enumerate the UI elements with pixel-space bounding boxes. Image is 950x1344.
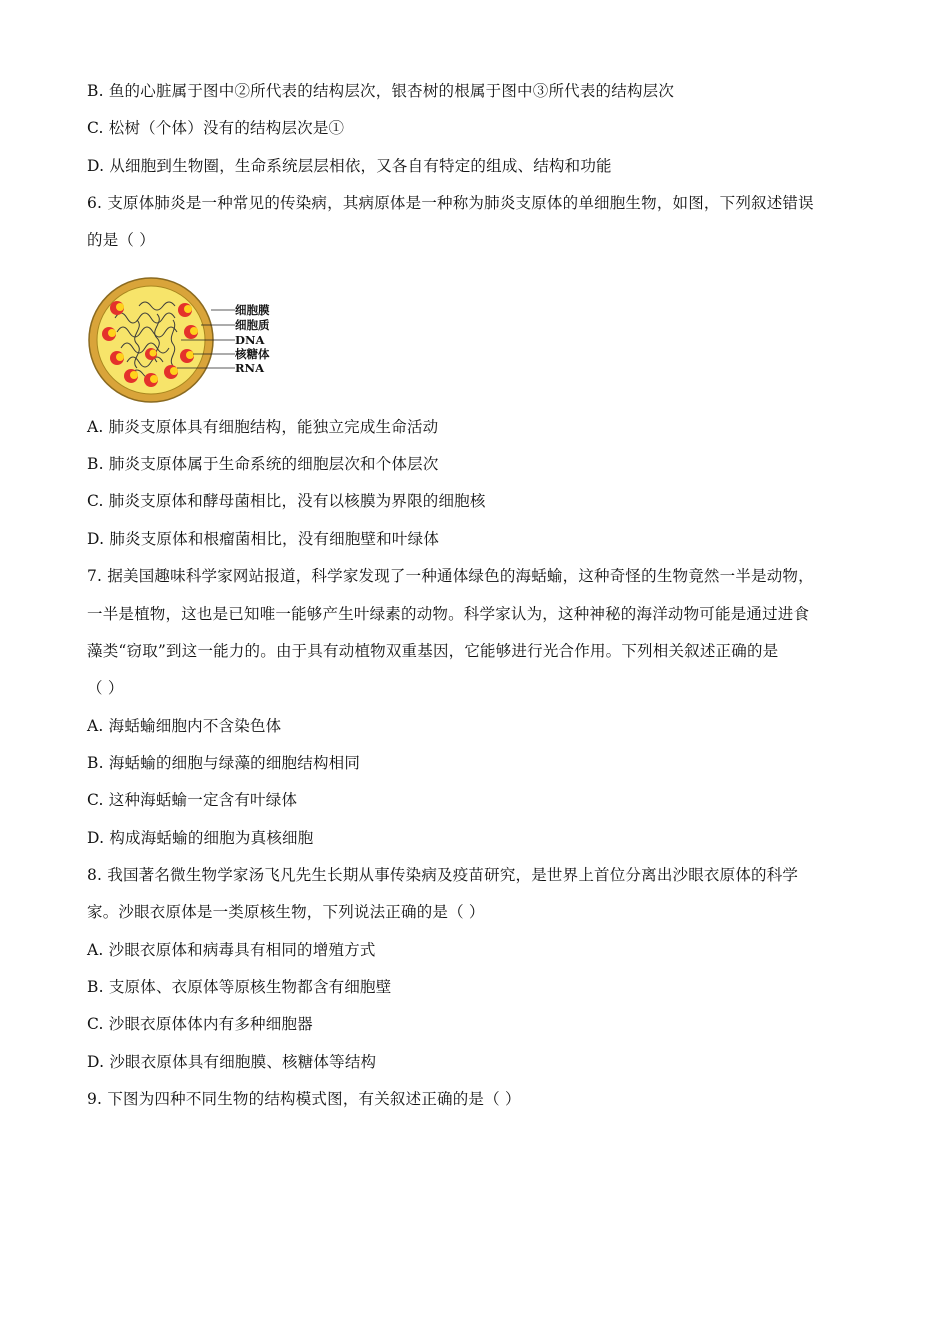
option-8c: C. 沙眼衣原体体内有多种细胞器 [87,1015,313,1033]
option-6b: B. 肺炎支原体属于生命系统的细胞层次和个体层次 [87,455,439,473]
option-7d: D. 构成海蛞蝓的细胞为真核细胞 [87,829,314,847]
option-5b: B. 鱼的心脏属于图中②所代表的结构层次，银杏树的根属于图中③所代表的结构层次 [87,82,675,100]
option-7b: B. 海蛞蝓的细胞与绿藻的细胞结构相同 [87,754,361,772]
option-8a: A. 沙眼衣原体和病毒具有相同的增殖方式 [87,941,376,959]
option-5c: C. 松树（个体）没有的结构层次是① [87,119,345,137]
question-7-stem-cont-3: （ ） [87,679,124,697]
mycoplasma-diagram [87,270,287,412]
option-6c: C. 肺炎支原体和酵母菌相比，没有以核膜为界限的细胞核 [87,492,486,510]
label-cell-membrane: 细胞膜 [235,303,270,317]
label-ribosome: 核糖体 [235,347,270,361]
label-rna: RNA [235,361,264,375]
question-9-stem: 9. 下图为四种不同生物的结构模式图，有关叙述正确的是（ ） [87,1090,521,1108]
option-8d: D. 沙眼衣原体具有细胞膜、核糖体等结构 [87,1053,377,1071]
question-7-stem: 7. 据美国趣味科学家网站报道，科学家发现了一种通体绿色的海蛞蝓，这种奇怪的生物竟然一半是动物， [87,567,814,585]
option-7a: A. 海蛞蝓细胞内不含染色体 [87,717,282,735]
question-6-stem: 6. 支原体肺炎是一种常见的传染病，其病原体是一种称为肺炎支原体的单细胞生物，如图，下列叙述错误 [87,194,814,212]
question-8-stem: 8. 我国著名微生物学家汤飞凡先生长期从事传染病及疫苗研究，是世界上首位分离出沙眼衣原体的科学 [87,866,799,884]
option-6d: D. 肺炎支原体和根瘤菌相比，没有细胞壁和叶绿体 [87,530,440,548]
question-6-stem-cont: 的是（ ） [87,231,155,249]
option-8b: B. 支原体、衣原体等原核生物都含有细胞壁 [87,978,392,996]
option-7c: C. 这种海蛞蝓一定含有叶绿体 [87,791,298,809]
label-cytoplasm: 细胞质 [235,318,270,332]
question-8-stem-cont: 家。沙眼衣原体是一类原核生物，下列说法正确的是（ ） [87,903,485,921]
option-5d: D. 从细胞到生物圈，生命系统层层相依，又各自有特定的组成、结构和功能 [87,157,612,175]
option-6a: A. 肺炎支原体具有细胞结构，能独立完成生命活动 [87,418,439,436]
question-7-stem-cont-2: 藻类“窃取”到这一能力的。由于具有动植物双重基因，它能够进行光合作用。下列相关叙述正确的是 [87,642,779,660]
question-7-stem-cont-1: 一半是植物，这也是已知唯一能够产生叶绿素的动物。科学家认为，这种神秘的海洋动物可能是通过进食 [87,605,810,623]
label-dna: DNA [235,333,265,347]
